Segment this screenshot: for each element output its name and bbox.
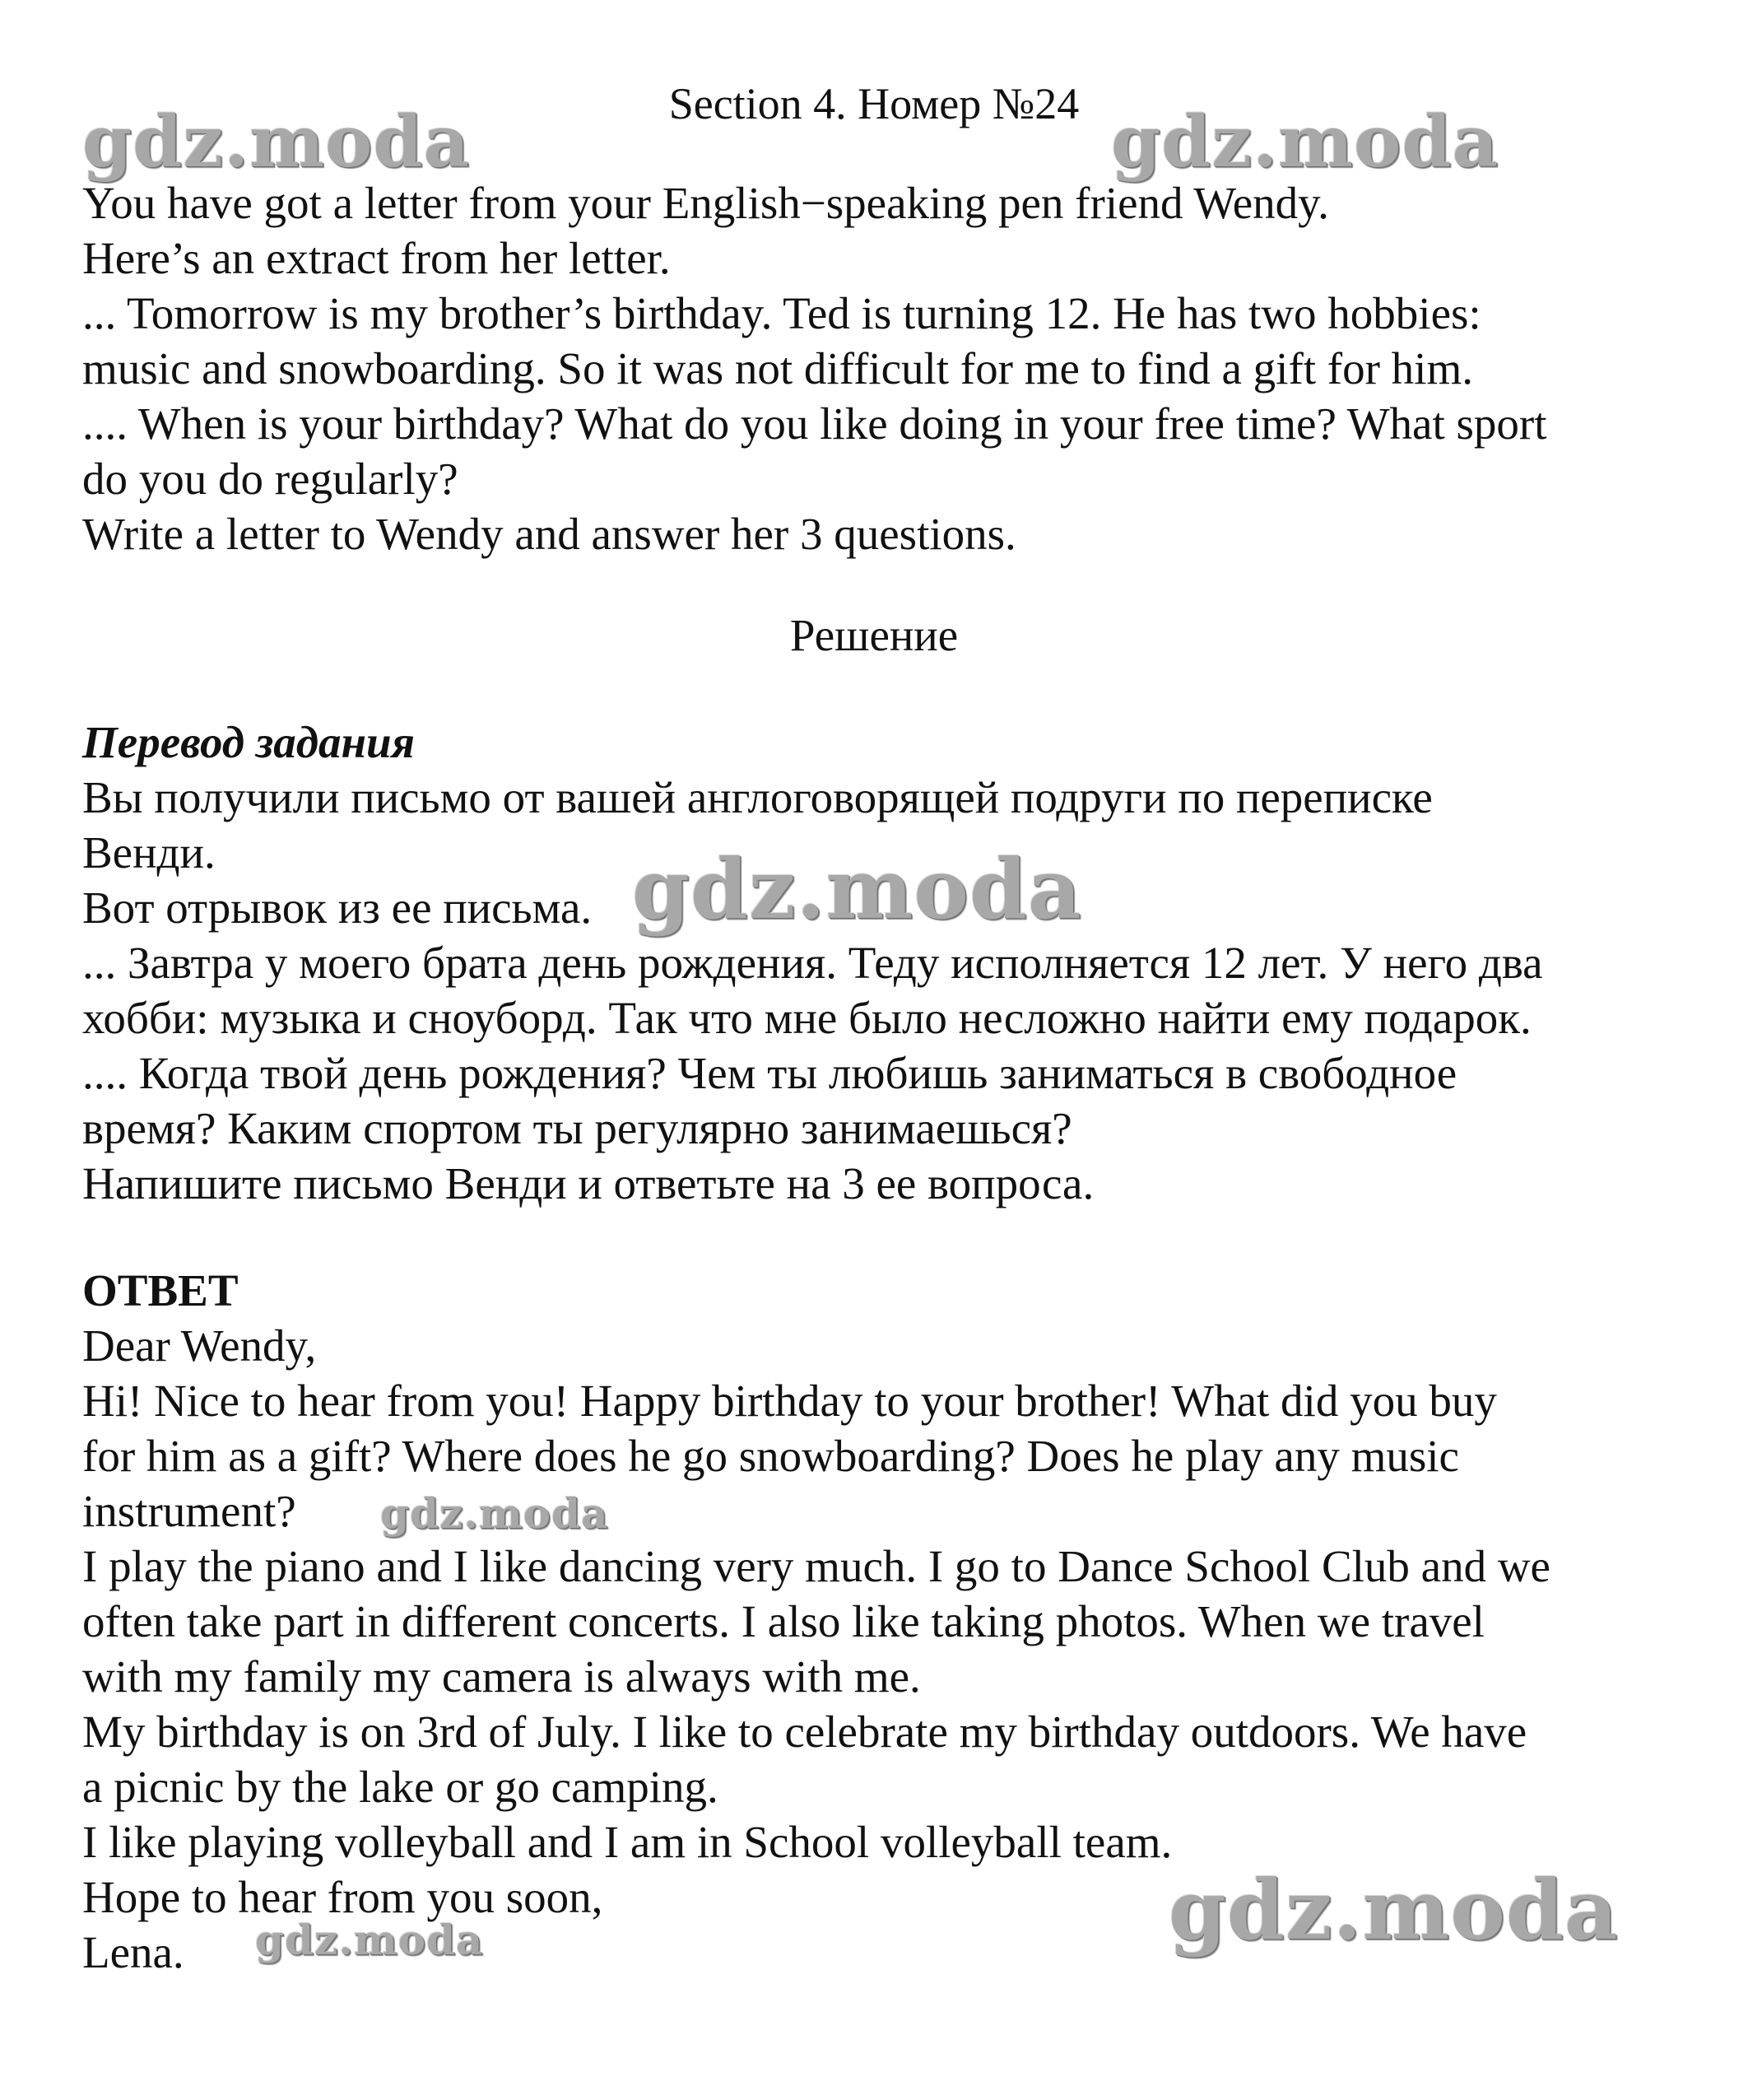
translation-heading: Перевод задания [82,717,415,767]
answer-line: I play the piano and I like dancing very much. I go to Dance School Club and we [82,1541,1550,1591]
translation-line: Вот отрывок из ее письма. [82,882,593,933]
watermark-logo: gdz.moda [82,100,471,184]
answer-line: My birthday is on 3rd of July. I like to celebrate my birthday outdoors. We have [82,1707,1527,1757]
answer-line: a picnic by the lake or go camping. [82,1762,718,1812]
answer-line: Hope to hear from you soon, [82,1872,603,1922]
translation-line: время? Каким спортом ты регулярно занимаешься? [82,1103,1072,1153]
answer-heading: ОТВЕТ [82,1265,239,1315]
task-line: do you do regularly? [82,454,458,504]
answer-line: instrument? [82,1486,296,1536]
translation-line: хобби: музыка и сноуборд. Так что мне было несложно найти ему подарок. [82,993,1532,1043]
answer-line: Dear Wendy, [82,1320,317,1371]
task-line: Write a letter to Wendy and answer her 3 questions. [82,509,1016,559]
task-line: ... Tomorrow is my brother’s birthday. Ted is turning 12. He has two hobbies: [82,288,1481,338]
solution-heading: Решение [789,610,959,660]
answer-line: for him as a gift? Where does he go snowboarding? Does he play any music [82,1431,1459,1481]
watermark-logo: gdz.moda [1111,100,1499,184]
task-line: .... When is your birthday? What do you like doing in your free time? What sport [82,398,1547,449]
task-line: music and snowboarding. So it was not difficult for me to find a gift for him. [82,343,1473,393]
watermark-logo: gdz.moda [632,840,1082,938]
translation-line: ... Завтра у моего брата день рождения. Теду исполняется 12 лет. У него два [82,938,1543,988]
answer-line: with my family my camera is always with me. [82,1651,921,1702]
translation-line: Венди. [82,827,216,878]
answer-line: I like playing volleyball and I am in School volleyball team. [82,1817,1173,1867]
watermark-logo: gdz.moda [1169,1861,1619,1958]
answer-line: often take part in different concerts. I also like taking photos. When we travel [82,1596,1485,1646]
task-line: Here’s an extract from her letter. [82,233,671,283]
translation-line: Напишите письмо Венди и ответьте на 3 ее вопроса. [82,1158,1095,1208]
answer-line: Lena. [82,1927,184,1977]
translation-line: Вы получили письмо от вашей англоговорящей подруги по переписке [82,772,1433,822]
watermark-logo: gdz.moda [255,1916,484,1964]
page-title: Section 4. Номер №24 [668,79,1080,128]
translation-line: .... Когда твой день рождения? Чем ты любишь заниматься в свободное [82,1048,1457,1098]
watermark-logo: gdz.moda [380,1489,609,1538]
answer-line: Hi! Nice to hear from you! Happy birthday to your brother! What did you buy [82,1376,1497,1426]
task-line: You have got a letter from your English−speaking pen friend Wendy. [82,178,1329,228]
